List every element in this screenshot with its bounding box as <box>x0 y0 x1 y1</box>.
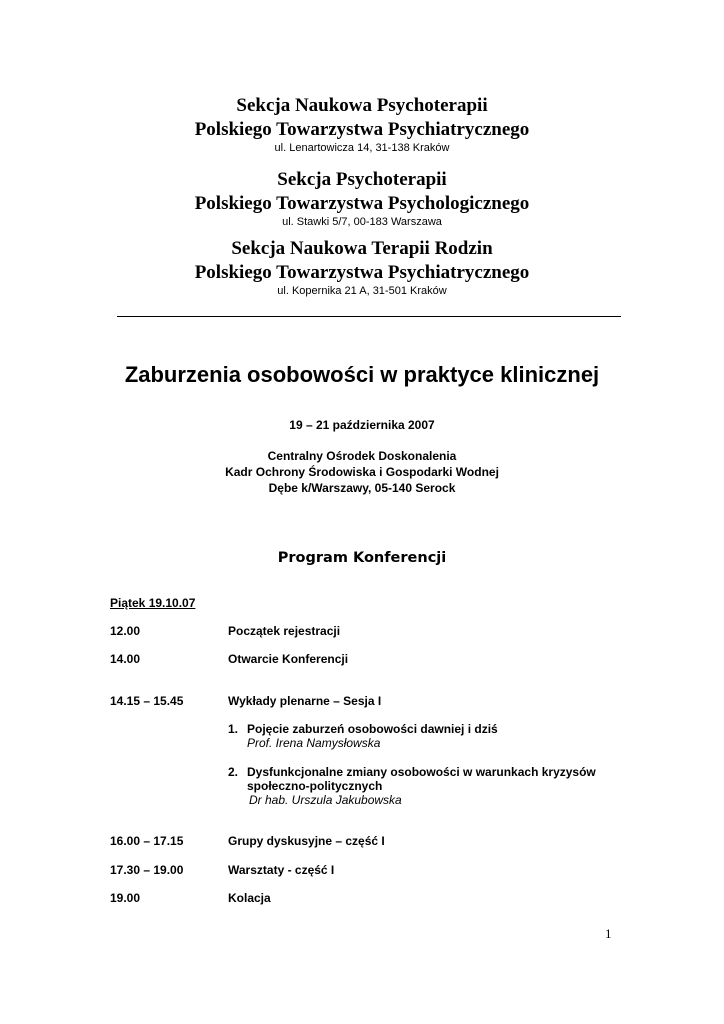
organizer-address: ul. Kopernika 21 A, 31-501 Kraków <box>277 285 447 297</box>
organizer-society: Polskiego Towarzystwa Psychologicznego <box>194 193 530 214</box>
organizer-name: Sekcja Naukowa Psychoterapii <box>236 95 488 116</box>
schedule-event: Otwarcie Konferencji <box>228 652 349 666</box>
organizer-address: ul. Lenartowicza 14, 31-138 Kraków <box>274 142 450 154</box>
organizer-name: Sekcja Psychoterapii <box>277 169 447 190</box>
talk-item <box>228 765 628 807</box>
organizer-society: Polskiego Towarzystwa Psychiatrycznego <box>194 119 530 140</box>
schedule-time: 16.00 – 17.15 <box>110 834 184 848</box>
talk-title: Dysfunkcjonalne zmiany osobowości w warunkach kryzysów <box>247 765 596 779</box>
schedule-event: Początek rejestracji <box>228 624 341 638</box>
talk-speaker: Dr hab. Urszula Jakubowska <box>249 793 402 807</box>
schedule-time: 17.30 – 19.00 <box>110 863 184 877</box>
conference-dates: 19 – 21 października 2007 <box>289 418 435 432</box>
schedule-time: 14.00 <box>110 652 141 666</box>
talk-number: 1. <box>228 722 239 736</box>
talk-item <box>228 722 628 750</box>
header-divider <box>117 316 621 317</box>
talk-number: 2. <box>228 765 239 779</box>
talk-speaker: Prof. Irena Namysłowska <box>247 736 381 750</box>
schedule-time: 19.00 <box>110 891 141 905</box>
organizer-3 <box>0 237 724 298</box>
talk-title: Pojęcie zaburzeń osobowości dawniej i dziś <box>247 722 498 736</box>
schedule-event: Kolacja <box>228 891 271 905</box>
schedule-event: Warsztaty - część I <box>228 863 335 877</box>
talk-title-cont: społeczno-politycznych <box>247 779 383 793</box>
organizer-1 <box>0 94 724 155</box>
program-day: Piątek 19.10.07 <box>110 596 196 610</box>
schedule-time: 14.15 – 15.45 <box>110 694 184 708</box>
page-number: 1 <box>605 926 612 941</box>
venue-line-3: Dębe k/Warszawy, 05-140 Serock <box>268 481 456 495</box>
organizer-2 <box>0 168 724 229</box>
program-heading: Program Konferencji <box>277 550 447 566</box>
organizer-society: Polskiego Towarzystwa Psychiatrycznego <box>194 262 530 283</box>
organizer-address: ul. Stawki 5/7, 00-183 Warszawa <box>282 216 442 228</box>
conference-title: Zaburzenia osobowości w praktyce klinicznej <box>124 362 600 387</box>
schedule-event: Grupy dyskusyjne – część I <box>228 834 385 848</box>
schedule-time: 12.00 <box>110 624 141 638</box>
venue-line-2: Kadr Ochrony Środowiska i Gospodarki Wodnej <box>225 465 499 479</box>
venue-line-1: Centralny Ośrodek Doskonalenia <box>267 449 457 463</box>
organizer-name: Sekcja Naukowa Terapii Rodzin <box>231 238 493 259</box>
schedule-event: Wykłady plenarne – Sesja I <box>228 694 382 708</box>
